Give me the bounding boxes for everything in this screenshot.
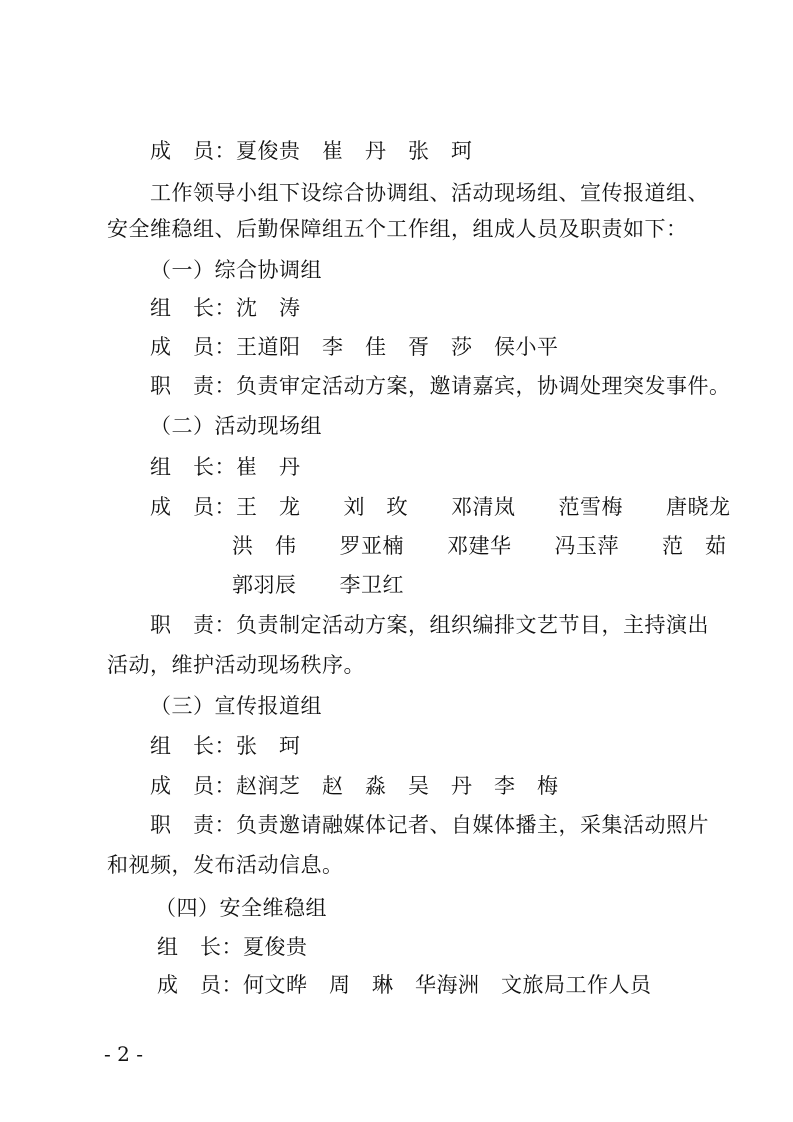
paragraph-line: 工作领导小组下设综合协调组、活动现场组、宣传报道组、 — [150, 181, 709, 205]
members-line: 成 员：何文晔 周 琳 华海洲 文旅局工作人员 — [157, 973, 652, 997]
leader-line: 组 长：崔 丹 — [150, 455, 301, 479]
section-heading: （四）安全维稳组 — [155, 896, 327, 920]
members-continuation-line: 洪 伟 罗亚楠 邓建华 冯玉萍 范 茹 — [232, 534, 727, 558]
leader-line: 组 长：沈 涛 — [150, 296, 301, 320]
section-heading: （三）宣传报道组 — [150, 694, 322, 718]
page-number: - 2 - — [104, 1042, 143, 1066]
members-line: 成 员：赵润芝 赵 淼 吴 丹 李 梅 — [150, 774, 559, 798]
duty-line: 职 责：负责制定活动方案，组织编排文艺节目，主持演出 — [150, 613, 709, 637]
members-line: 成 员：王道阳 李 佳 胥 莎 侯小平 — [150, 335, 559, 359]
section-heading: （二）活动现场组 — [150, 414, 322, 438]
duty-line: 职 责：负责邀请融媒体记者、自媒体播主，采集活动照片 — [150, 813, 709, 837]
duty-continuation-line: 和视频，发布活动信息。 — [107, 853, 344, 877]
duty-continuation-line: 活动，维护活动现场秩序。 — [107, 653, 365, 677]
section-heading: （一）综合协调组 — [150, 258, 322, 282]
paragraph-line: 安全维稳组、后勤保障组五个工作组，组成人员及职责如下： — [107, 217, 688, 241]
duty-line: 职 责：负责审定活动方案，邀请嘉宾，协调处理突发事件。 — [150, 374, 731, 398]
leader-line: 组 长：夏俊贵 — [157, 935, 308, 959]
members-continuation-line: 郭羽辰 李卫红 — [232, 573, 404, 597]
leader-line: 组 长：张 珂 — [150, 734, 301, 758]
members-line: 成 员：夏俊贵 崔 丹 张 珂 — [150, 139, 473, 163]
members-line: 成 员：王 龙 刘 玫 邓清岚 范雪梅 唐晓龙 — [150, 495, 731, 519]
